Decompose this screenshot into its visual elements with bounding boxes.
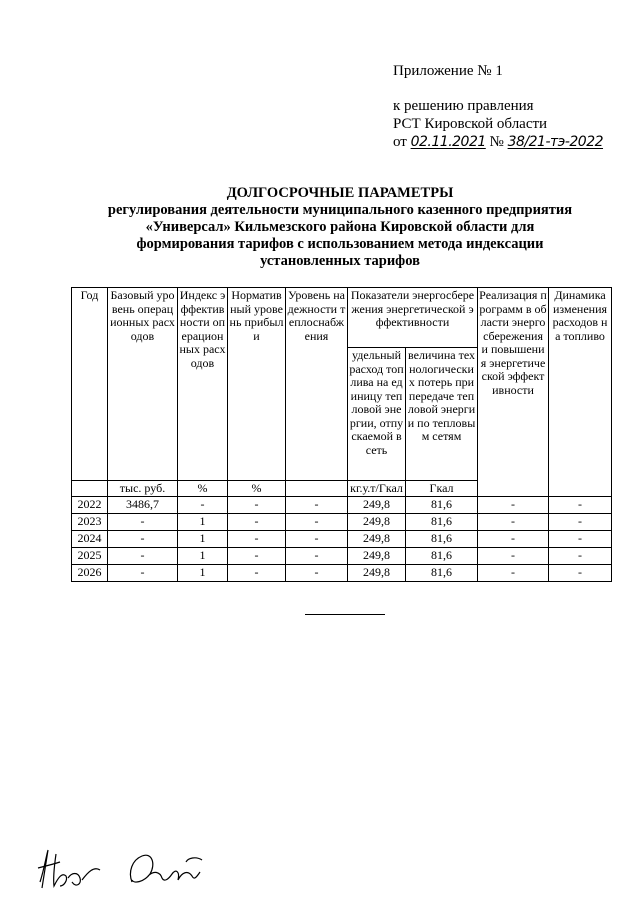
header-fuel-dynamics: Динамика изменения расходов на топливо [549,288,612,497]
cell-base: - [108,531,178,548]
cell-specific: 249,8 [348,531,406,548]
cell-losses: 81,6 [406,548,478,565]
unit-year [72,481,108,497]
cell-specific: 249,8 [348,497,406,514]
cell-index: 1 [178,531,228,548]
cell-specific: 249,8 [348,548,406,565]
cell-losses: 81,6 [406,514,478,531]
header-heat-losses: величина технологических потерь при передаче тепловой энергии по тепловым сетям [406,348,478,481]
cell-index: - [178,497,228,514]
cell-profit: - [228,514,286,531]
header-specific-fuel: удельный расход топлива на единицу тепловой энергии, отпускаемой в сеть [348,348,406,481]
appendix-line-1: к решению правления [393,98,534,114]
cell-programs: - [478,548,549,565]
document-title [60,185,620,270]
decision-date: 02.11.2021 [410,134,486,150]
cell-reliability: - [286,531,348,548]
header-base-costs: Базовый уровень операционных расходов [108,288,178,481]
cell-dynamics: - [549,565,612,582]
cell-reliability: - [286,548,348,565]
cell-reliability: - [286,514,348,531]
cell-programs: - [478,514,549,531]
cell-index: 1 [178,514,228,531]
cell-dynamics: - [549,531,612,548]
cell-programs: - [478,565,549,582]
cell-index: 1 [178,548,228,565]
header-energy-saving: Показатели энергосбережения энергетической эффективности [348,288,478,348]
unit-losses: Гкал [406,481,478,497]
appendix-number: Приложение № 1 [393,63,503,79]
cell-base: - [108,514,178,531]
header-programs: Реализация программ в области энергосбережения и повышения энергетической эффективности [478,288,549,497]
header-year: Год [72,288,108,481]
cell-dynamics: - [549,514,612,531]
decision-number: 38/21-тэ-2022 [507,134,604,150]
cell-reliability: - [286,565,348,582]
cell-programs: - [478,497,549,514]
table-row [72,514,612,531]
cell-year: 2025 [72,548,108,565]
unit-base: тыс. руб. [108,481,178,497]
cell-losses: 81,6 [406,531,478,548]
cell-year: 2026 [72,565,108,582]
cell-dynamics: - [549,548,612,565]
cell-index: 1 [178,565,228,582]
handwritten-signatures [36,842,236,892]
cell-year: 2022 [72,497,108,514]
cell-base: - [108,565,178,582]
cell-specific: 249,8 [348,514,406,531]
cell-programs: - [478,531,549,548]
number-label: № [489,134,504,150]
table-row [72,497,612,514]
appendix-block [393,62,603,151]
appendix-line-2: РСТ Кировской области [393,116,548,132]
appendix-date-line [393,133,603,151]
cell-specific: 249,8 [348,565,406,582]
cell-base: 3486,7 [108,497,178,514]
table-row [72,531,612,548]
title-line-1: ДОЛГОСРОЧНЫЕ ПАРАМЕТРЫ [226,185,454,201]
unit-specific: кг.у.т/Гкал [348,481,406,497]
cell-losses: 81,6 [406,497,478,514]
cell-profit: - [228,548,286,565]
cell-reliability: - [286,497,348,514]
cell-profit: - [228,497,286,514]
title-line-2: регулирования деятельности муниципального казенного предприятия [107,202,573,218]
cell-base: - [108,548,178,565]
signature-line [305,614,385,615]
title-line-5: установленных тарифов [260,253,420,269]
header-efficiency-index: Индекс эффективности операционных расходов [178,288,228,481]
cell-losses: 81,6 [406,565,478,582]
title-line-3: «Универсал» Кильмезского района Кировской области для [145,219,535,235]
from-label: от [393,134,407,150]
header-profit-level: Нормативный уровень прибыли [228,288,286,481]
cell-dynamics: - [549,497,612,514]
unit-reliability [286,481,348,497]
cell-profit: - [228,565,286,582]
unit-index: % [178,481,228,497]
header-reliability: Уровень надежности теплоснабжения [286,288,348,481]
table-row [72,565,612,582]
cell-year: 2023 [72,514,108,531]
parameters-table [71,287,612,582]
cell-year: 2024 [72,531,108,548]
title-line-4: формирования тарифов с использованием метода индексации [136,236,544,252]
table-row [72,548,612,565]
cell-profit: - [228,531,286,548]
unit-profit: % [228,481,286,497]
